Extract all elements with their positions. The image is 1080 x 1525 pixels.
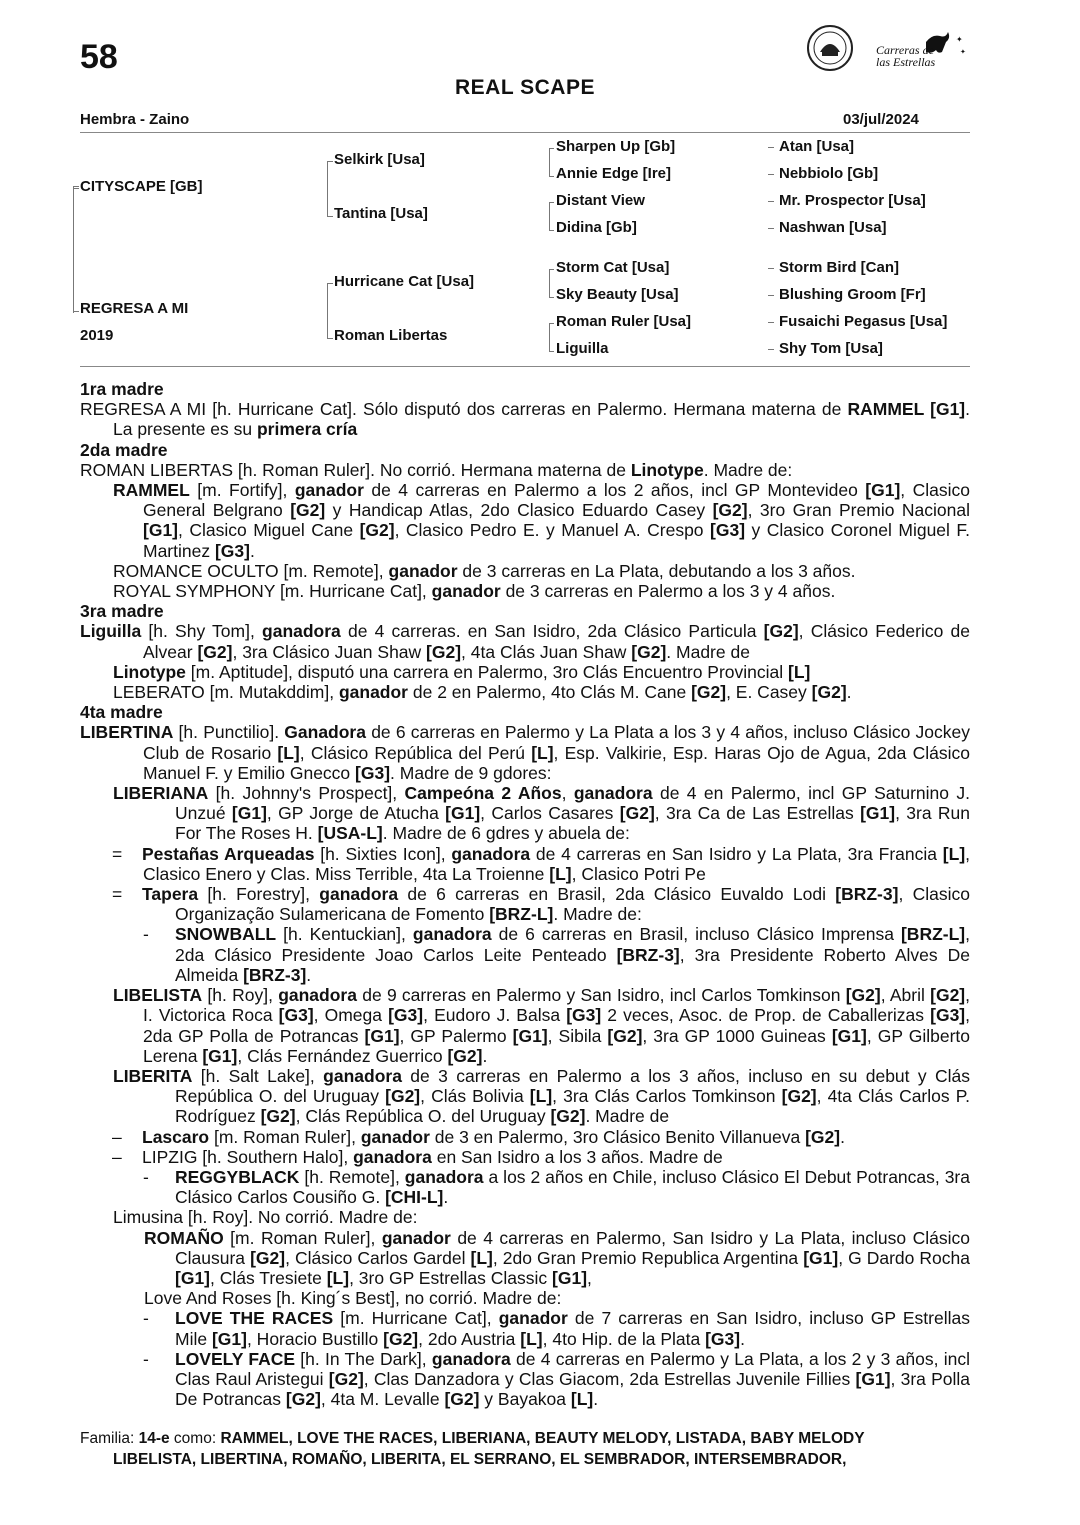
bracket-gen3-b [549, 202, 554, 231]
paragraph [80, 460, 970, 480]
paragraph [80, 1066, 970, 1127]
text: [L] [470, 1247, 493, 1268]
svg-text:✦: ✦ [960, 49, 966, 56]
text: , 3ra Run For The Roses H. [175, 803, 970, 844]
text: de 6 carreras en Brasil, 2da Clásico Euvaldo Lodi [398, 884, 836, 905]
text: Liguilla [80, 621, 142, 642]
text: LEBERATO [m. Mutakddim], [113, 682, 339, 703]
text: [m. Hurricane Cat], [333, 1308, 499, 1329]
text: [G2] [383, 1328, 419, 1349]
bracket-gen2-a [327, 161, 333, 217]
bracket-gen1-lines [73, 186, 79, 312]
text: [G2] [385, 1086, 421, 1107]
text: [BRZ-3] [835, 884, 899, 905]
text: [G1] [175, 1267, 210, 1288]
paragraph [80, 682, 970, 702]
text: . Madre de: [553, 904, 642, 925]
text: , 3ra Presidente Roberto Alves De Almeida [175, 944, 970, 985]
text: . [840, 1126, 845, 1147]
sire: CITYSCAPE [GB] [80, 178, 203, 195]
paragraph [80, 1308, 970, 1348]
text: , Clasico Miguel Cane [178, 520, 360, 541]
text: de 4 carreras en Palermo y La Plata, a los 2 y 3 años, incl Clas Raul Aristegui [175, 1348, 971, 1389]
text: [L] [531, 742, 554, 763]
text: RAMMEL [113, 480, 190, 501]
text: [L] [549, 863, 572, 884]
text: [h. Forestry], [198, 884, 320, 905]
text: , Clás Bolivia [420, 1086, 530, 1107]
dash [768, 201, 774, 202]
text: RAMMEL [G1] [847, 399, 966, 420]
text: de 4 carreras. en San Isidro, 2da Clásico Particula [340, 621, 764, 642]
text: [G2] [550, 1106, 586, 1127]
gen4-4: Nashwan [Usa] [779, 219, 887, 236]
text: a los 2 años en Chile, incluso Clásico El Debut Potrancas, 3ra Clásico Carlos Cousiño G. [175, 1166, 970, 1208]
text: [G2] [250, 1247, 286, 1268]
text: [h. Johnny's Prospect], [208, 783, 405, 804]
text: [G2] [447, 1045, 483, 1066]
text: LIBERITA [113, 1065, 193, 1086]
text: [h. Salt Lake], [192, 1065, 324, 1086]
text: primera cría [256, 419, 358, 440]
bracket-gen3-c [549, 269, 554, 298]
paragraph [80, 985, 970, 1066]
text: , [561, 783, 574, 804]
text: , 4to Hip. de la Plata [542, 1328, 706, 1349]
text: [G1] [364, 1025, 400, 1046]
text: , GP Gilberto Lerena [143, 1025, 970, 1066]
text: ganadora [412, 924, 492, 945]
text: [m. Fortify], [189, 480, 295, 501]
bracket-gen2-b [327, 283, 333, 339]
text: , Clasico General Belgrano [143, 480, 971, 521]
text: , Esp. Valkirie, Esp. Haras Ojo de Agua, 2da Clásico Manuel F. y Emilio Gnecco [143, 742, 970, 783]
text: ganador [498, 1308, 568, 1329]
text: LOVE THE RACES [175, 1308, 334, 1329]
text: [h. Shy Tom], [141, 621, 263, 642]
text: SNOWBALL [175, 924, 277, 945]
marker: - [143, 1348, 149, 1369]
text: ganadora [353, 1146, 432, 1167]
paragraph [80, 844, 970, 884]
text: [CHI-L] [385, 1187, 444, 1208]
text: [G3] [710, 520, 746, 541]
text: de 3 carreras en Palermo a los 3 años, incluso en su debut y Clás República O. del Uruguay [175, 1065, 971, 1107]
footer-line-2 [80, 1449, 970, 1470]
gen2-1: Selkirk [Usa] [334, 151, 425, 168]
text: , 3ro Gran Premio Nacional [747, 500, 970, 521]
svg-text:✦: ✦ [956, 35, 963, 44]
text: , 2do Austria [418, 1328, 521, 1349]
dash [768, 295, 774, 296]
text: , Clásico Carlos Gardel [285, 1247, 471, 1268]
text: . Madre de 9 gdores: [390, 762, 552, 783]
text: [BRZ-L] [900, 924, 966, 945]
date: 03/jul/2024 [843, 111, 919, 128]
gen2-4: Roman Libertas [334, 327, 448, 344]
text: [G1] [231, 803, 267, 824]
paragraph [80, 480, 970, 561]
text: [L] [942, 843, 966, 864]
marker: - [143, 1166, 149, 1187]
dash [768, 349, 774, 350]
text: , Clasico Pedro E. y Manuel A. Crespo [394, 520, 711, 541]
text: , Horacio Bustillo [246, 1328, 384, 1349]
text: LIPZIG [h. Southern Halo], [142, 1146, 354, 1167]
text: LIBERTINA [80, 722, 174, 743]
text: y Clasico Coronel Miguel F. Martinez [143, 520, 971, 561]
text: , 3ra GP 1000 Guineas [642, 1025, 832, 1046]
text: como: [169, 1430, 221, 1447]
text: [L] [529, 1086, 553, 1107]
marker: = [112, 843, 123, 864]
text: ganador [381, 1227, 451, 1248]
text: ganador [431, 581, 501, 602]
paragraph [80, 884, 970, 924]
text: Pestañas Arqueadas [142, 843, 315, 864]
gen4-3: Mr. Prospector [Usa] [779, 192, 926, 209]
text: , Abril [880, 985, 931, 1006]
text: [h. Remote], [299, 1166, 405, 1187]
text: [G3] [214, 540, 250, 561]
text: [G2] [607, 1025, 643, 1046]
text: . Madre de [585, 1106, 670, 1127]
text: , I. Victorica Roca [143, 985, 970, 1026]
text: . La presente es su [113, 399, 970, 440]
text: [G2] [426, 641, 462, 662]
text: , 3ra Clás Carlos Tomkinson [552, 1086, 782, 1107]
dash [768, 174, 774, 175]
text: , GP Jorge de Atucha [266, 803, 446, 824]
text: ganadora [262, 621, 341, 642]
text: , 3ra Clásico Juan Shaw [232, 641, 427, 662]
text: [h. Kentuckian], [276, 924, 413, 945]
text: [G2] [285, 1389, 321, 1410]
text: de 2 en Palermo, 4to Clás M. Cane [408, 682, 692, 703]
marker: – [112, 1126, 122, 1147]
text: de 4 carreras en San Isidro y La Plata, 3ra Francia [530, 843, 943, 864]
text: [G2] [290, 500, 326, 521]
text: , 2do Gran Premio Republica Argentina [492, 1247, 804, 1268]
text: , Clasico Enero y Clas. Miss Terrible, 4ta La Troienne [143, 843, 971, 884]
text: [L] [788, 661, 811, 682]
paragraph [80, 581, 970, 601]
text: [USA-L] [317, 823, 383, 844]
paragraph [80, 1167, 970, 1207]
gen3-1: Sharpen Up [Gb] [556, 138, 676, 155]
text: [G2] [619, 803, 655, 824]
divider-top [80, 132, 970, 133]
text: [h. Punctilio]. [173, 722, 285, 743]
text: [G1] [512, 1025, 548, 1046]
text: y Bayakoa [479, 1389, 571, 1410]
text: , Clás Tresiete [210, 1267, 327, 1288]
text: . Madre de [666, 641, 750, 662]
text: , E. Casey [726, 682, 812, 703]
text: , Clásico Federico de Alvear [143, 621, 970, 662]
paragraph [80, 1228, 970, 1289]
text: Tapera [142, 884, 199, 905]
dam-line-text [80, 379, 970, 1409]
birth-year: 2019 [80, 327, 114, 344]
text: [G1] [445, 803, 481, 824]
footer-label: Familia: [80, 1430, 139, 1447]
text: [h. Roy], [202, 985, 279, 1006]
text: de 7 carreras en San Isidro, incluso GP Estrellas Mile [175, 1308, 970, 1349]
bracket-gen3-a [549, 148, 554, 177]
text: [L] [520, 1328, 543, 1349]
text: , 3ro GP Estrellas Classic [349, 1267, 553, 1288]
paragraph [80, 722, 970, 783]
text: . Madre de: [703, 459, 793, 480]
paragraph [80, 1127, 970, 1147]
text: , Clas Danzadora y Clas Giacom, 2da Estrellas Juvenile Fillies [363, 1368, 856, 1389]
horse-name-title: REAL SCAPE [455, 76, 595, 99]
text: en San Isidro a los 3 años. Madre de [431, 1146, 723, 1167]
text: Limusina [h. Roy]. No corrió. Madre de: [113, 1207, 418, 1228]
gen2-2: Tantina [Usa] [334, 205, 428, 222]
text: de 4 carreras en Palermo a los 2 años, incl GP Montevideo [363, 480, 866, 501]
text: , 3ra Ca de Las Estrellas [654, 803, 861, 824]
dash [768, 322, 774, 323]
text: [G2] [712, 500, 748, 521]
text: , 3ra Polla De Potrancas [175, 1368, 971, 1410]
text: [G3] [705, 1328, 741, 1349]
gen4-7: Fusaichi Pegasus [Usa] [779, 313, 948, 330]
gen3-4: Didina [Gb] [556, 219, 637, 236]
text: ROMAN LIBERTAS [h. Roman Ruler]. No corrió. Hermana materna de [80, 459, 631, 480]
paragraph [80, 924, 970, 985]
text: , GP Palermo [399, 1025, 513, 1046]
text: , Omega [313, 1005, 389, 1026]
text: . [443, 1187, 449, 1208]
family-members: RAMMEL, LOVE THE RACES, LIBERIANA, BEAUTY MELODY, LISTADA, BABY MELODY [220, 1430, 865, 1447]
text: [G2] [631, 641, 667, 662]
marker: – [112, 1146, 122, 1167]
family-footer [80, 1428, 970, 1470]
text: de 4 carreras en Palermo, San Isidro y La Plata, incluso Clásico Clausura [175, 1227, 970, 1268]
family-members: LIBELISTA, LIBERTINA, ROMAÑO, LIBERITA, EL SERRANO, EL SEMBRADOR, INTERSEMBRADOR, [113, 1451, 847, 1468]
text: [G1] [552, 1267, 588, 1288]
text: , Carlos Casares [480, 803, 620, 824]
dam: REGRESA A MI [80, 300, 189, 317]
text: 2 veces, Asoc. de Prop. de Caballerizas [601, 1005, 931, 1026]
text: [BRZ-3] [243, 964, 307, 985]
text: [G2] [845, 985, 881, 1006]
text: LOVELY FACE [175, 1348, 296, 1369]
text: , 4ta Clás Juan Shaw [461, 641, 632, 662]
gen3-8: Liguilla [556, 340, 609, 357]
text: , Clasico Potri Pe [571, 863, 706, 884]
footer-line-1 [80, 1428, 970, 1449]
text: ROMAÑO [144, 1227, 224, 1248]
gen2-3: Hurricane Cat [Usa] [334, 273, 475, 290]
text: ganadora [278, 985, 357, 1006]
text: Linotype [630, 459, 704, 480]
paragraph [80, 1288, 970, 1308]
text: y Handicap Atlas, 2do Clasico Eduardo Casey [325, 500, 713, 521]
paragraph [80, 783, 970, 844]
gen3-6: Sky Beauty [Usa] [556, 286, 679, 303]
logo-text: Carreras de las Estrellas [876, 43, 936, 69]
text: , Clás República O. del Uruguay [295, 1106, 551, 1127]
text: , Eudoro J. Balsa [423, 1005, 567, 1026]
text: [G2] [197, 641, 233, 662]
gen4-5: Storm Bird [Can] [779, 259, 899, 276]
text: [BRZ-L] [489, 904, 554, 925]
page-number: 58 [80, 38, 118, 76]
text: [G3] [278, 1005, 314, 1026]
text: [h. Sixties Icon], [314, 843, 452, 864]
text: , [587, 1267, 592, 1288]
text: ganador [338, 682, 408, 703]
bracket-gen3-d [549, 323, 554, 352]
text: . [306, 964, 312, 985]
text: , 4ta M. Levalle [320, 1389, 445, 1410]
marker: = [112, 884, 123, 905]
text: . [740, 1328, 745, 1349]
section-heading: 2da madre [80, 439, 168, 460]
dash [768, 147, 774, 148]
paragraph [80, 1207, 970, 1227]
dash [768, 228, 774, 229]
text: ganadora [451, 843, 531, 864]
text: [G2] [805, 1126, 841, 1147]
text: Campeóna 2 Años [404, 783, 562, 804]
text: [G3] [388, 1005, 424, 1026]
text: , 4ta Clás Carlos P. Rodríguez [175, 1086, 970, 1127]
text: , 2da GP Polla de Potrancas [143, 1005, 970, 1046]
paragraph [80, 399, 970, 439]
text: Linotype [113, 661, 186, 682]
dash [768, 268, 774, 269]
text: [h. In The Dark], [295, 1348, 432, 1369]
text: [G1] [202, 1045, 238, 1066]
text: [G1] [803, 1247, 839, 1268]
text: , Sibila [547, 1025, 608, 1046]
text: [L] [570, 1389, 594, 1410]
text: ROMANCE OCULTO [m. Remote], [113, 560, 389, 581]
text: ganador [360, 1126, 430, 1147]
section-heading: 1ra madre [80, 379, 164, 399]
text: Love And Roses [h. King´s Best], no corrió. Madre de: [144, 1288, 562, 1309]
sex-coat: Hembra - Zaino [80, 111, 190, 128]
text: ganadora [431, 1348, 511, 1369]
text: de 3 carreras en Palermo a los 3 y 4 años. [500, 581, 836, 602]
text: [G2] [811, 682, 847, 703]
gen3-3: Distant View [556, 192, 645, 209]
gen3-5: Storm Cat [Usa] [556, 259, 670, 276]
text: [G1] [865, 480, 901, 501]
gen3-2: Annie Edge [Ire] [556, 165, 672, 182]
text: . Madre de 6 gdres y abuela de: [382, 823, 630, 844]
text: [G2] [691, 682, 727, 703]
text: ROYAL SYMPHONY [m. Hurricane Cat], [113, 581, 432, 602]
text: de 6 carreras en Palermo y La Plata a los 3 y 4 años, incluso Clásico Jockey Club de Rosario [143, 722, 971, 763]
text: , G Dardo Rocha [838, 1247, 970, 1268]
text: . [593, 1389, 599, 1410]
text: de 4 en Palermo, incl GP Saturnino J. Unzué [175, 783, 970, 824]
text: ganadora [573, 783, 653, 804]
text: de 3 carreras en La Plata, debutando a los 3 años. [457, 560, 856, 581]
text: [G3] [930, 1005, 966, 1026]
text: [m. Roman Ruler], [209, 1126, 361, 1147]
text: , Clás Fernández Guerrico [237, 1045, 448, 1066]
text: [m. Roman Ruler], [223, 1227, 382, 1248]
family-number: 14-e [138, 1430, 170, 1447]
text: . [482, 1045, 488, 1066]
text: de 9 carreras en Palermo y San Isidro, incl Carlos Tomkinson [356, 985, 846, 1006]
text: de 6 carreras en Brasil, incluso Clásico Imprensa [491, 924, 901, 945]
text: [L] [326, 1267, 350, 1288]
text: LIBERIANA [113, 783, 209, 804]
text: ganador [388, 560, 458, 581]
text: [G1] [831, 1025, 867, 1046]
text: de 3 en Palermo, 3ro Clásico Benito Villanueva [429, 1126, 806, 1147]
text: ganadora [319, 884, 399, 905]
text: ganador [294, 480, 364, 501]
text: [BRZ-3] [616, 944, 680, 965]
text: [G2] [781, 1086, 817, 1107]
text: . [249, 540, 255, 561]
text: LIBELISTA [113, 985, 203, 1006]
paragraph [80, 662, 970, 682]
gen4-6: Blushing Groom [Fr] [779, 286, 926, 303]
gen4-1: Atan [Usa] [779, 138, 855, 155]
text: . [846, 682, 852, 703]
divider-pedigree [80, 366, 970, 367]
text: Ganadora [284, 722, 366, 743]
text: ganadora [404, 1166, 484, 1187]
text: REGGYBLACK [175, 1166, 300, 1187]
text: [G2] [260, 1106, 296, 1127]
text: , Clásico República del Perú [299, 742, 532, 763]
section-heading: 3ra madre [80, 601, 164, 622]
text: [G1] [211, 1328, 247, 1349]
text: , Clasico Organização Sulamericana de Fomento [175, 884, 970, 925]
text: Lascaro [142, 1126, 210, 1147]
gen4-2: Nebbiolo [Gb] [779, 165, 879, 182]
paragraph [80, 561, 970, 581]
paragraph [80, 1147, 970, 1167]
marker: - [143, 924, 149, 945]
text: , 2da Clásico Presidente Joao Carlos Leite Penteado [175, 924, 970, 965]
text: [G1] [855, 1368, 891, 1389]
text: [G2] [444, 1389, 480, 1410]
text: [G1] [860, 803, 896, 824]
text: [G2] [763, 621, 799, 642]
text: [G2] [359, 520, 395, 541]
marker: - [143, 1308, 149, 1329]
text: [G3] [355, 762, 391, 783]
gen4-8: Shy Tom [Usa] [779, 340, 883, 357]
text: [G3] [566, 1005, 602, 1026]
section-heading: 4ta madre [80, 702, 163, 723]
text: [G2] [930, 985, 966, 1006]
text: [L] [277, 742, 300, 763]
text: REGRESA A MI [h. Hurricane Cat]. Sólo disputó dos carreras en Palermo. Hermana materna de [80, 399, 848, 420]
text: [G1] [143, 520, 178, 541]
text: [m. Aptitude], disputó una carrera en Palermo, 3ro Clás Encuentro Provincial [185, 661, 789, 682]
logo-group [806, 22, 966, 78]
text: [G2] [328, 1368, 364, 1389]
gen3-7: Roman Ruler [Usa] [556, 313, 692, 330]
text: ganadora [323, 1065, 402, 1086]
paragraph [80, 1349, 970, 1410]
paragraph [80, 621, 970, 661]
